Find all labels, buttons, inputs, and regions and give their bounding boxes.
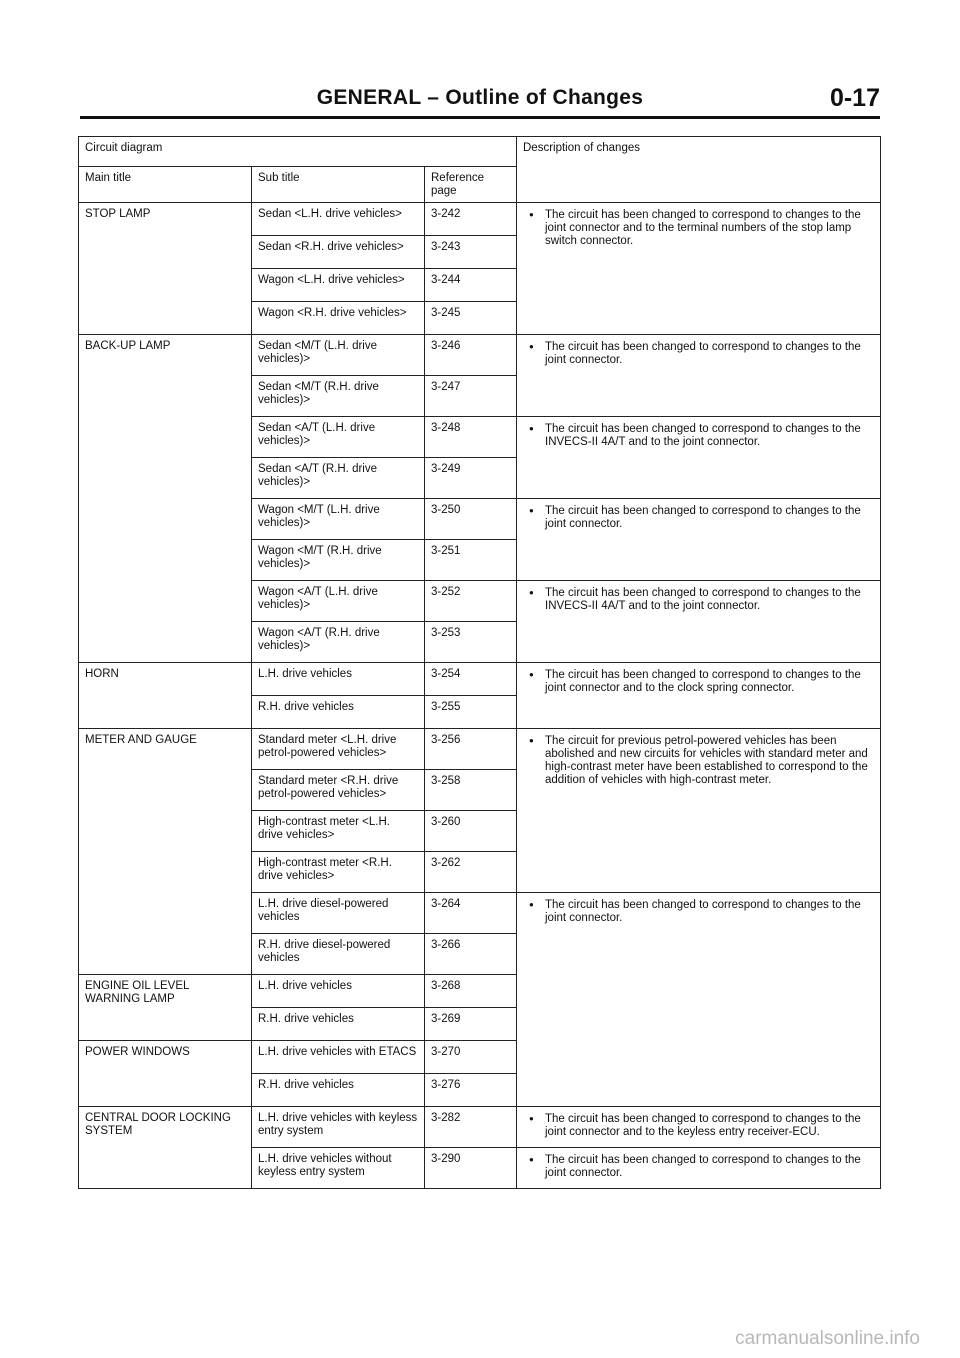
description-text: ● The circuit has been changed to correspond to changes to the joint connector. xyxy=(529,504,872,531)
changes-table xyxy=(78,136,881,1189)
reference-page-cell: 3-250 xyxy=(425,499,517,540)
main-title-cell: HORN xyxy=(79,663,252,729)
description-text: ● The circuit has been changed to correspond to changes to the joint connector and to the terminal numbers of the stop lamp switch connector. xyxy=(529,208,872,248)
reference-page-cell: 3-270 xyxy=(425,1041,517,1074)
header-sub-title: Sub title xyxy=(252,167,425,203)
site-watermark: carmanualsonline.info xyxy=(735,1328,920,1349)
main-title-cell: BACK-UP LAMP xyxy=(79,335,252,663)
main-title-cell: CENTRAL DOOR LOCKING SYSTEM xyxy=(79,1107,252,1189)
sub-title-cell: R.H. drive vehicles xyxy=(252,1008,425,1041)
sub-title-cell: Wagon <R.H. drive vehicles> xyxy=(252,302,425,335)
reference-page-cell: 3-253 xyxy=(425,622,517,663)
reference-page-cell: 3-244 xyxy=(425,269,517,302)
reference-page-cell: 3-242 xyxy=(425,203,517,236)
header-circuit-diagram: Circuit diagram xyxy=(79,137,517,167)
header-rule xyxy=(80,116,880,119)
sub-title-cell: Sedan <A/T (R.H. drive vehicles)> xyxy=(252,458,425,499)
sub-title-cell: Wagon <A/T (L.H. drive vehicles)> xyxy=(252,581,425,622)
reference-page-cell: 3-260 xyxy=(425,811,517,852)
main-title-cell: STOP LAMP xyxy=(79,203,252,335)
sub-title-cell: Standard meter <R.H. drive petrol-powered vehicles> xyxy=(252,770,425,811)
reference-page-cell: 3-252 xyxy=(425,581,517,622)
sub-title-cell: R.H. drive vehicles xyxy=(252,1074,425,1107)
sub-title-cell: L.H. drive vehicles without keyless entry system xyxy=(252,1148,425,1189)
sub-title-cell: Sedan <L.H. drive vehicles> xyxy=(252,203,425,236)
reference-page-cell: 3-258 xyxy=(425,770,517,811)
sub-title-cell: R.H. drive diesel-powered vehicles xyxy=(252,934,425,975)
description-cell xyxy=(517,663,881,729)
reference-page-cell: 3-256 xyxy=(425,729,517,770)
reference-page-cell: 3-276 xyxy=(425,1074,517,1107)
reference-page-cell: 3-251 xyxy=(425,540,517,581)
sub-title-cell: High-contrast meter <R.H. drive vehicles> xyxy=(252,852,425,893)
description-text: ● The circuit has been changed to correspond to changes to the joint connector. xyxy=(529,898,872,925)
reference-page-cell: 3-245 xyxy=(425,302,517,335)
header-description: Description of changes xyxy=(517,137,881,203)
description-cell xyxy=(517,335,881,417)
reference-page-cell: 3-290 xyxy=(425,1148,517,1189)
reference-page-cell: 3-243 xyxy=(425,236,517,269)
description-cell xyxy=(517,893,881,1107)
description-text: ● The circuit has been changed to correspond to changes to the INVECS-II 4A/T and to the joint connector. xyxy=(529,422,872,449)
sub-title-cell: Sedan <M/T (R.H. drive vehicles)> xyxy=(252,376,425,417)
reference-page-cell: 3-246 xyxy=(425,335,517,376)
reference-page-cell: 3-264 xyxy=(425,893,517,934)
sub-title-cell: High-contrast meter <L.H. drive vehicles> xyxy=(252,811,425,852)
table-row xyxy=(79,335,881,376)
sub-title-cell: Sedan <M/T (L.H. drive vehicles)> xyxy=(252,335,425,376)
reference-page-cell: 3-247 xyxy=(425,376,517,417)
table-row xyxy=(79,729,881,770)
sub-title-cell: L.H. drive vehicles xyxy=(252,975,425,1008)
main-title-cell: ENGINE OIL LEVEL WARNING LAMP xyxy=(79,975,252,1041)
reference-page-cell: 3-255 xyxy=(425,696,517,729)
description-cell xyxy=(517,581,881,663)
description-text: ● The circuit has been changed to correspond to changes to the joint connector. xyxy=(529,340,872,367)
description-text: ● The circuit has been changed to correspond to changes to the joint connector and to the keyless entry receiver-ECU. xyxy=(529,1112,872,1139)
page-title: GENERAL – Outline of Changes xyxy=(316,86,644,109)
page-header xyxy=(80,82,880,122)
description-cell xyxy=(517,729,881,893)
reference-page-cell: 3-266 xyxy=(425,934,517,975)
sub-title-cell: L.H. drive diesel-powered vehicles xyxy=(252,893,425,934)
sub-title-cell: Wagon <M/T (R.H. drive vehicles)> xyxy=(252,540,425,581)
main-title-cell: METER AND GAUGE xyxy=(79,729,252,975)
header-reference-page: Reference page xyxy=(425,167,517,203)
header-row-1 xyxy=(79,137,881,167)
description-cell xyxy=(517,1148,881,1189)
sub-title-cell: Wagon <M/T (L.H. drive vehicles)> xyxy=(252,499,425,540)
sub-title-cell: L.H. drive vehicles xyxy=(252,663,425,696)
sub-title-cell: Standard meter <L.H. drive petrol-powered vehicles> xyxy=(252,729,425,770)
description-cell xyxy=(517,417,881,499)
sub-title-cell: Sedan <A/T (L.H. drive vehicles)> xyxy=(252,417,425,458)
description-text: ● The circuit has been changed to correspond to changes to the joint connector. xyxy=(529,1153,872,1180)
reference-page-cell: 3-269 xyxy=(425,1008,517,1041)
sub-title-cell: L.H. drive vehicles with ETACS xyxy=(252,1041,425,1074)
sub-title-cell: R.H. drive vehicles xyxy=(252,696,425,729)
table-row xyxy=(79,203,881,236)
sub-title-cell: Wagon <A/T (R.H. drive vehicles)> xyxy=(252,622,425,663)
description-cell xyxy=(517,203,881,335)
reference-page-cell: 3-282 xyxy=(425,1107,517,1148)
description-text: ● The circuit has been changed to correspond to changes to the joint connector and to the clock spring connector. xyxy=(529,668,872,695)
page-number: 0-17 xyxy=(829,84,880,112)
main-title-cell: POWER WINDOWS xyxy=(79,1041,252,1107)
sub-title-cell: Wagon <L.H. drive vehicles> xyxy=(252,269,425,302)
reference-page-cell: 3-268 xyxy=(425,975,517,1008)
description-cell xyxy=(517,499,881,581)
description-cell xyxy=(517,1107,881,1148)
sub-title-cell: L.H. drive vehicles with keyless entry system xyxy=(252,1107,425,1148)
description-text: ● The circuit has been changed to correspond to changes to the INVECS-II 4A/T and to the joint connector. xyxy=(529,586,872,613)
reference-page-cell: 3-249 xyxy=(425,458,517,499)
reference-page-cell: 3-262 xyxy=(425,852,517,893)
reference-page-cell: 3-254 xyxy=(425,663,517,696)
table-row xyxy=(79,1107,881,1148)
reference-page-cell: 3-248 xyxy=(425,417,517,458)
sub-title-cell: Sedan <R.H. drive vehicles> xyxy=(252,236,425,269)
header-main-title: Main title xyxy=(79,167,252,203)
description-text: ● The circuit for previous petrol-powered vehicles has been abolished and new circuits for vehicles with standard meter and high-contrast meter have been established to correspond to the addition of vehicles with high-contrast meter. xyxy=(529,734,872,787)
table-row xyxy=(79,663,881,696)
